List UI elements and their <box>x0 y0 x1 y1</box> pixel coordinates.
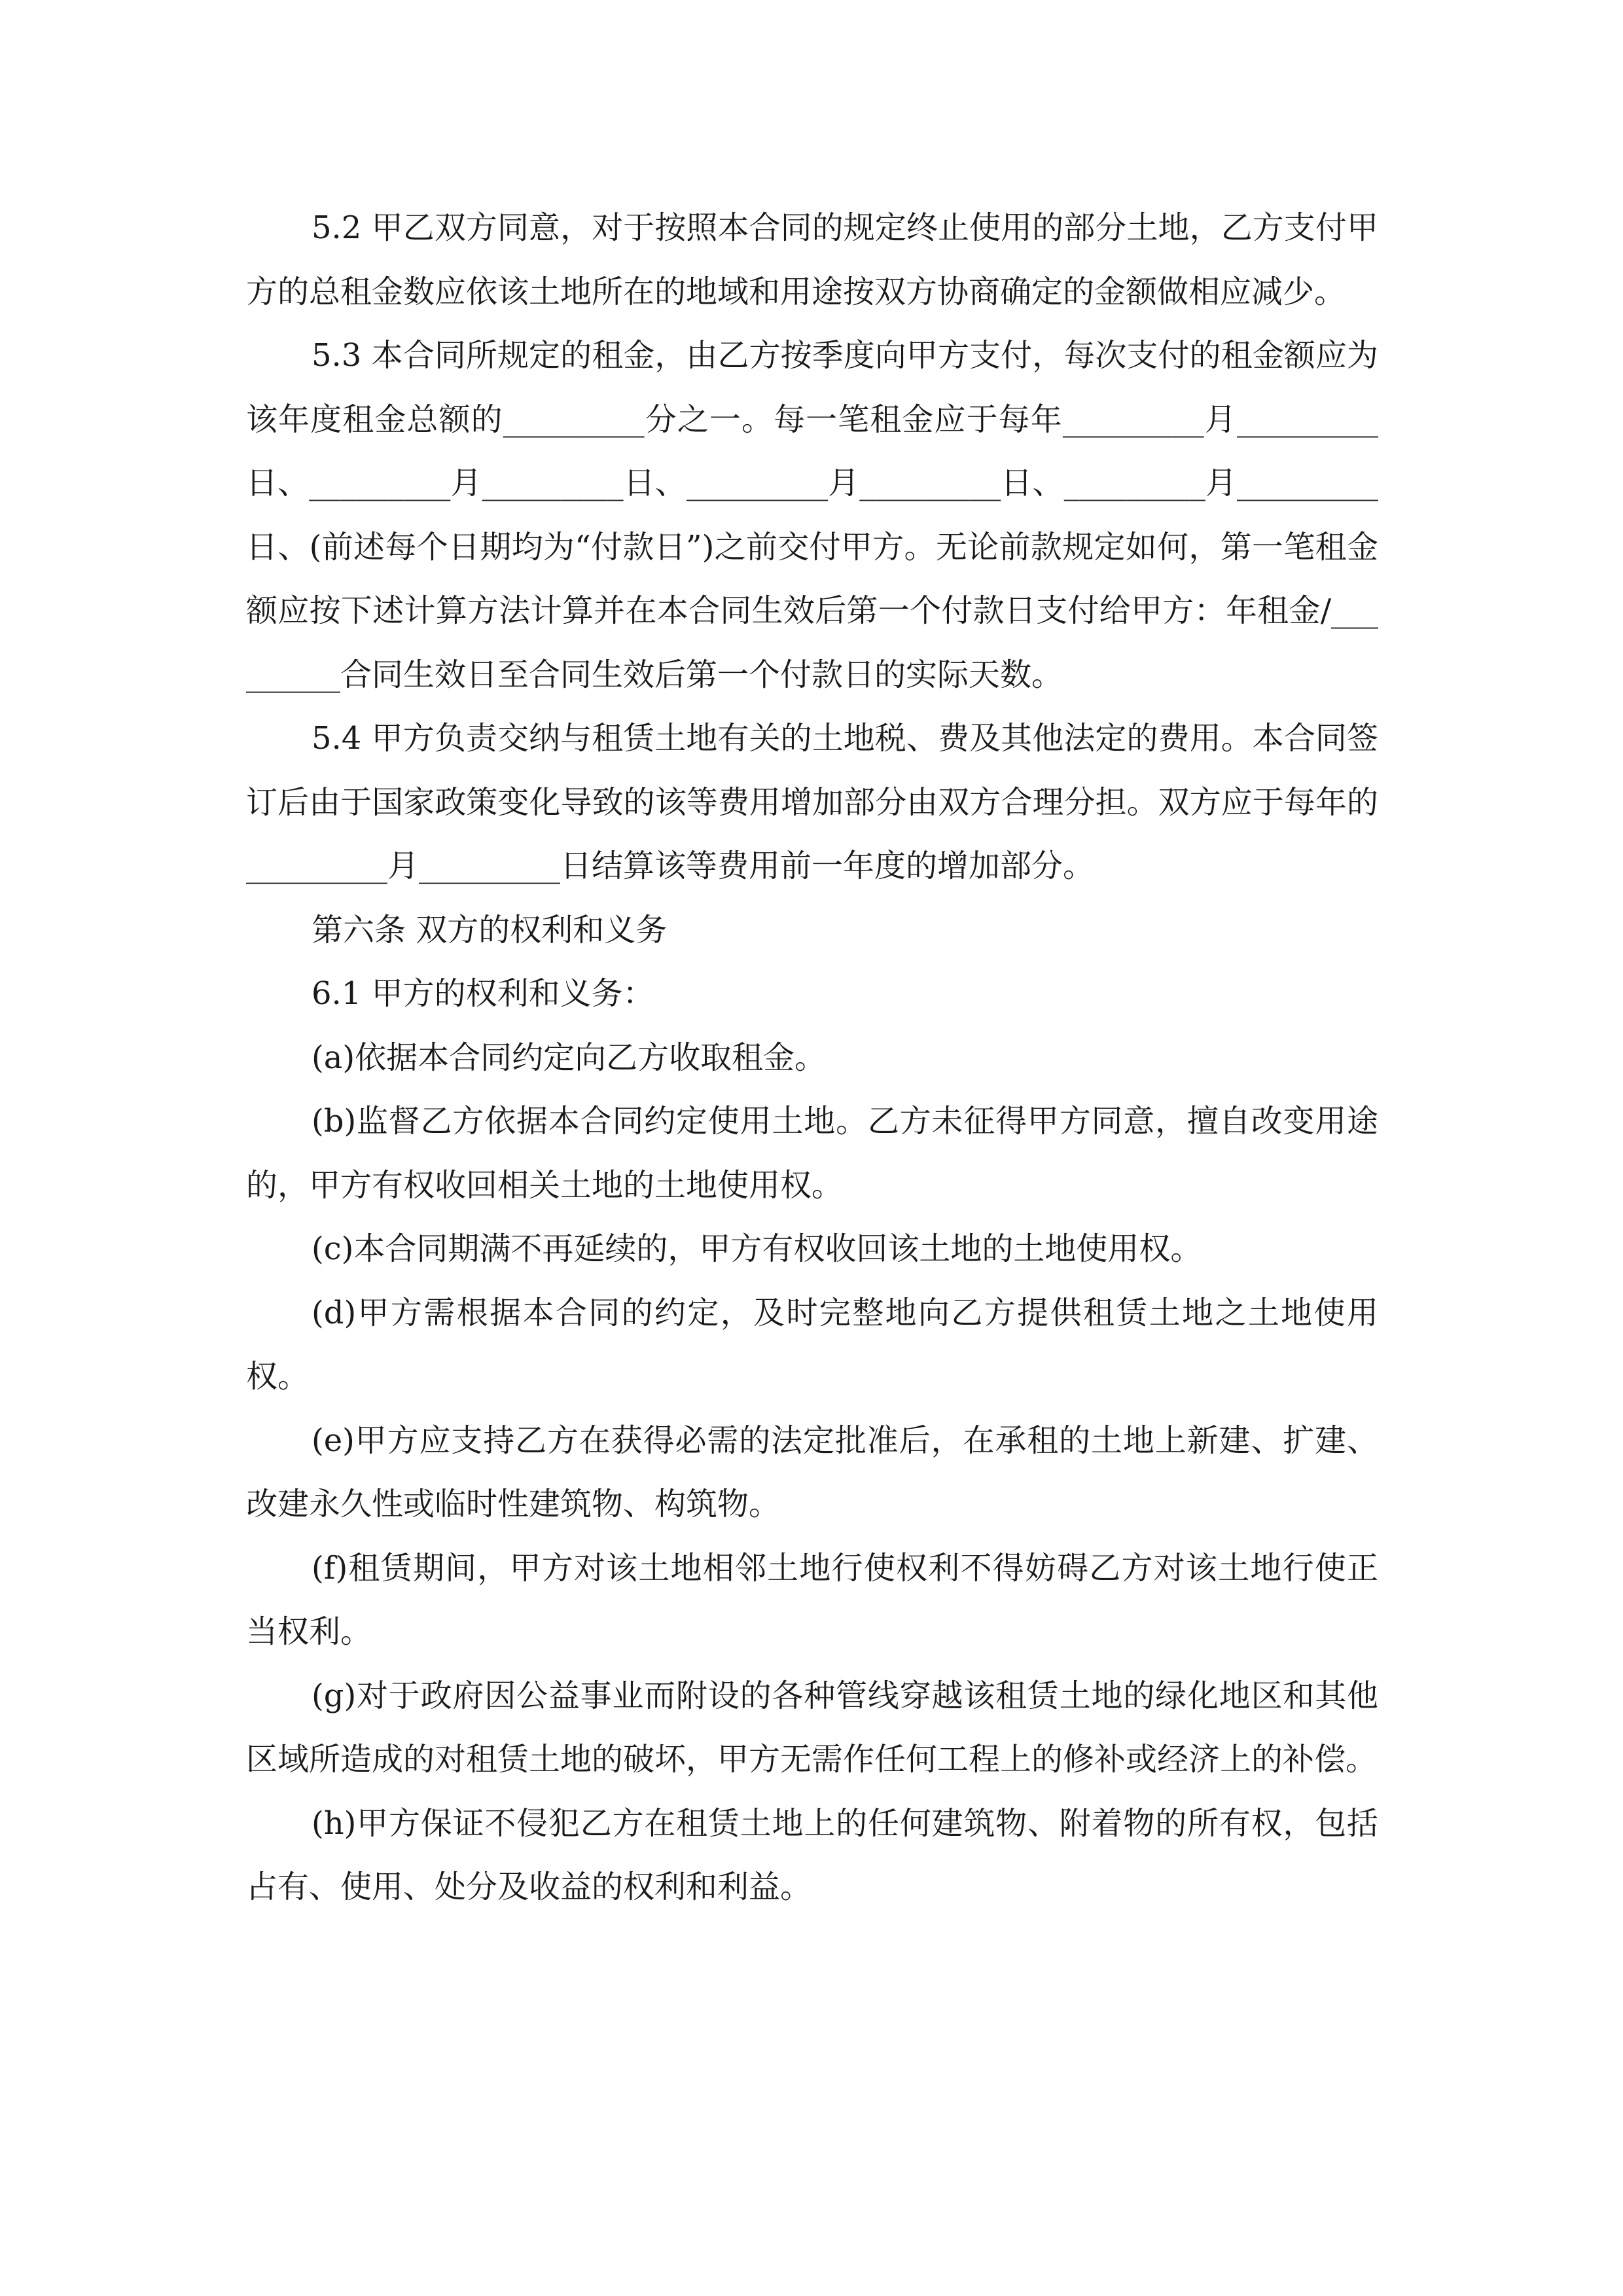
clause-6-1-h: (h)甲方保证不侵犯乙方在租赁土地上的任何建筑物、附着物的所有权，包括占有、使用、处分及收益的权利和利益。 <box>246 1804 1378 1905</box>
clause-6-1-b: (b)监督乙方依据本合同约定使用土地。乙方未征得甲方同意，擅自改变用途的，甲方有权收回相关土地的土地使用权。 <box>246 1103 1378 1204</box>
article-6-heading: 第六条 双方的权利和义务 <box>312 911 668 948</box>
clause-6-1: 6.1 甲方的权利和义务： <box>312 975 654 1012</box>
clause-5-4: 5.4 甲方负责交纳与租赁土地有关的土地税、费及其他法定的费用。本合同签订后由于国家政策变化导致的该等费用增加部分由双方合理分担。双方应于每年的_________月_________日结算该等费用前一年度的增加部分。 <box>246 720 1378 884</box>
document-body <box>246 196 1378 1920</box>
clause-6-1-a: (a)依据本合同约定向乙方收取租金。 <box>312 1039 827 1076</box>
clause-6-1-c: (c)本合同期满不再延续的，甲方有权收回该土地的土地使用权。 <box>312 1230 1202 1267</box>
clause-6-1-g: (g)对于政府因公益事业而附设的各种管线穿越该租赁土地的绿化地区和其他区域所造成的对租赁土地的破坏，甲方无需作任何工程上的修补或经济上的补偿。 <box>246 1677 1378 1778</box>
clause-5-3: 5.3 本合同所规定的租金，由乙方按季度向甲方支付，每次支付的租金额应为该年度租金总额的_________分之一。每一笔租金应于每年_________月_________日、_________月_________日、_________月_________日、_________月_________日、(前述每个日期均为“付款日”)之前交付甲方。无论前款规定如何，第一笔租金额应按下述计算方法计算并在本合同生效后第一个付款日支付给甲方：年租金/_________合同生效日至合同生效后第一个付款日的实际天数。 <box>246 337 1378 693</box>
clause-5-2: 5.2 甲乙双方同意，对于按照本合同的规定终止使用的部分土地，乙方支付甲方的总租金数应依该土地所在的地域和用途按双方协商确定的金额做相应减少。 <box>246 209 1378 310</box>
clause-6-1-d: (d)甲方需根据本合同的约定，及时完整地向乙方提供租赁土地之土地使用权。 <box>246 1294 1378 1395</box>
clause-6-1-f: (f)租赁期间，甲方对该土地相邻土地行使权利不得妨碍乙方对该土地行使正当权利。 <box>246 1549 1378 1650</box>
clause-6-1-e: (e)甲方应支持乙方在获得必需的法定批准后，在承租的土地上新建、扩建、改建永久性或临时性建筑物、构筑物。 <box>246 1422 1378 1522</box>
